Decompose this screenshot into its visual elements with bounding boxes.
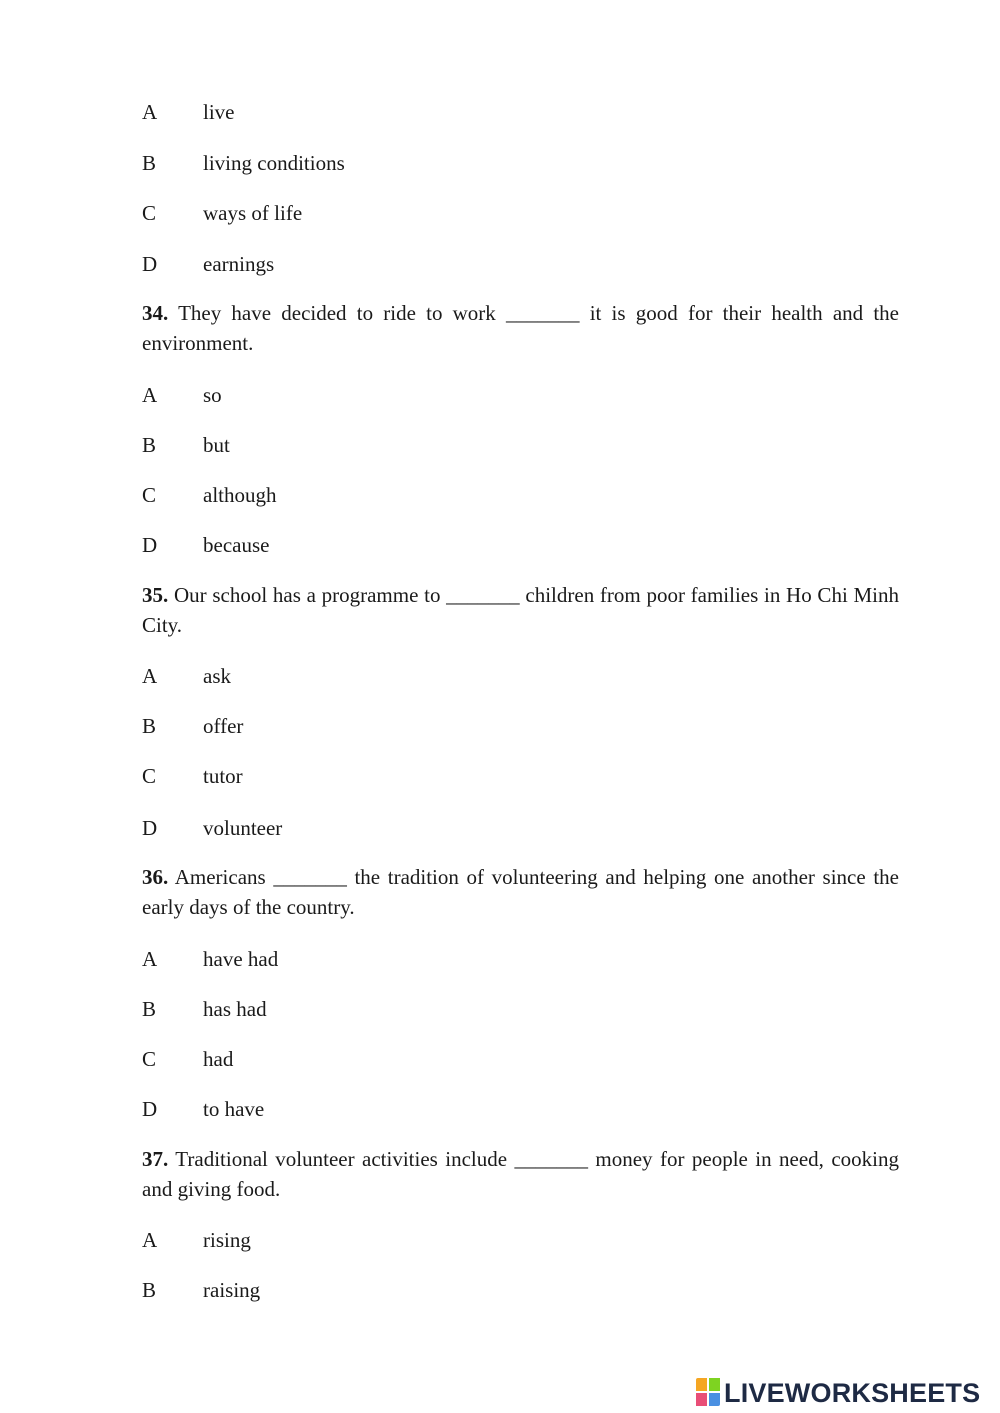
q34-option-c[interactable] xyxy=(142,483,277,507)
option-text: rising xyxy=(203,1228,251,1252)
option-letter: A xyxy=(142,1228,158,1252)
option-letter: C xyxy=(142,201,157,225)
q36-option-a[interactable] xyxy=(142,947,278,971)
q35-option-b[interactable] xyxy=(142,714,243,738)
option-letter: A xyxy=(142,100,158,124)
option-text: live xyxy=(203,100,235,124)
option-text: have had xyxy=(203,947,279,971)
option-a[interactable] xyxy=(142,100,235,124)
option-letter: C xyxy=(142,1047,157,1071)
option-letter: D xyxy=(142,816,158,840)
option-text: has had xyxy=(203,997,267,1021)
liveworksheets-logo-icon xyxy=(696,1378,722,1408)
q34-option-d[interactable] xyxy=(142,533,269,557)
option-d[interactable] xyxy=(142,252,274,276)
option-text: ask xyxy=(203,664,231,688)
question-number: 36. xyxy=(142,865,169,889)
option-letter: D xyxy=(142,252,158,276)
q35-option-a[interactable] xyxy=(142,664,231,688)
option-text: earnings xyxy=(203,252,275,276)
q37-option-a[interactable] xyxy=(142,1228,251,1252)
option-text: but xyxy=(203,433,230,457)
option-letter: A xyxy=(142,383,158,407)
option-letter: D xyxy=(142,1097,158,1121)
option-letter: B xyxy=(142,433,157,457)
option-text: although xyxy=(203,483,277,507)
q36-option-b[interactable] xyxy=(142,997,267,1021)
option-text: had xyxy=(203,1047,234,1071)
option-text: offer xyxy=(203,714,244,738)
option-letter: A xyxy=(142,664,158,688)
question-text: Americans _______ the tradition of volunteering and helping one another since the early days of the country. xyxy=(142,865,899,919)
liveworksheets-logo[interactable] xyxy=(696,1376,980,1410)
option-text: because xyxy=(203,533,270,557)
q34-option-a[interactable] xyxy=(142,383,222,407)
option-text: raising xyxy=(203,1278,261,1302)
option-letter: B xyxy=(142,997,157,1021)
option-letter: B xyxy=(142,151,157,175)
option-c[interactable] xyxy=(142,201,302,225)
option-text: ways of life xyxy=(203,201,303,225)
option-text: so xyxy=(203,383,222,407)
question-number: 35. xyxy=(142,583,169,607)
question-text: They have decided to ride to work _______ it is good for their health and the environment. xyxy=(142,301,899,355)
option-letter: B xyxy=(142,1278,157,1302)
option-b[interactable] xyxy=(142,151,345,175)
q35-option-c[interactable] xyxy=(142,764,243,788)
q37-option-b[interactable] xyxy=(142,1278,260,1302)
option-text: to have xyxy=(203,1097,265,1121)
q36-option-c[interactable] xyxy=(142,1047,233,1071)
option-letter: B xyxy=(142,714,157,738)
question-37 xyxy=(142,1144,899,1204)
option-letter: C xyxy=(142,764,157,788)
option-text: living conditions xyxy=(203,151,345,175)
option-letter: C xyxy=(142,483,157,507)
logo-text: LIVEWORKSHEETS xyxy=(724,1377,981,1408)
q34-option-b[interactable] xyxy=(142,433,230,457)
question-36 xyxy=(142,862,899,922)
q35-option-d[interactable] xyxy=(142,816,282,840)
question-35 xyxy=(142,580,899,640)
question-text: Traditional volunteer activities include _______ money for people in need, cooking and giving food. xyxy=(142,1147,899,1201)
option-text: volunteer xyxy=(203,816,283,840)
q36-option-d[interactable] xyxy=(142,1097,264,1121)
option-letter: A xyxy=(142,947,158,971)
question-number: 37. xyxy=(142,1147,169,1171)
option-letter: D xyxy=(142,533,158,557)
question-text: Our school has a programme to _______ children from poor families in Ho Chi Minh City. xyxy=(142,583,899,637)
question-number: 34. xyxy=(142,301,169,325)
option-text: tutor xyxy=(203,764,243,788)
question-34 xyxy=(142,298,899,358)
